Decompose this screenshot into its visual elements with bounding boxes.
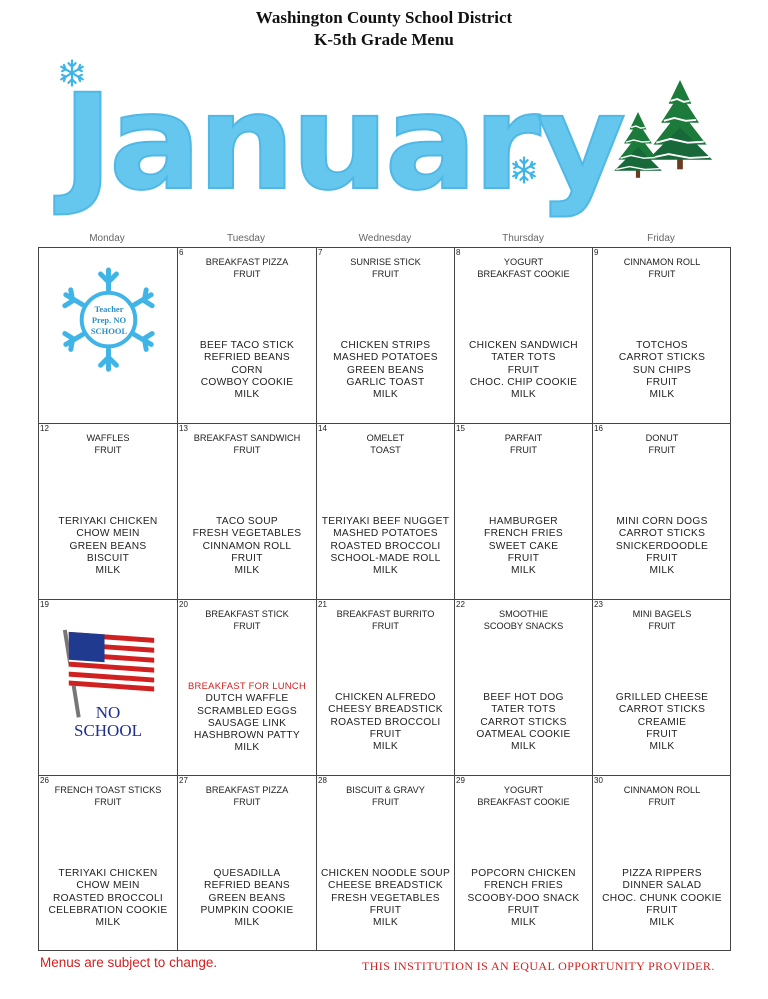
- breakfast-items: [178, 432, 316, 456]
- breakfast-item: FRUIT: [94, 445, 122, 455]
- teacher-prep-label: Teacher Prep. NO SCHOOL: [90, 304, 128, 336]
- lunch-item: MILK: [234, 742, 260, 754]
- date-number: 19: [40, 600, 49, 609]
- day-cell: [455, 600, 593, 776]
- breakfast-item: FRENCH TOAST STICKS: [54, 785, 162, 795]
- date-number: 15: [456, 424, 465, 433]
- lunch-item: TATER TOTS: [491, 704, 556, 716]
- date-number: 21: [318, 600, 327, 609]
- lunch-item: MILK: [649, 389, 675, 401]
- lunch-item: MILK: [95, 565, 121, 577]
- day-cell: [39, 600, 178, 776]
- breakfast-item: BISCUIT & GRAVY: [346, 785, 425, 795]
- lunch-item: TACO SOUP: [216, 516, 278, 527]
- weekday-friday: Friday: [647, 233, 675, 244]
- breakfast-items: [39, 784, 177, 808]
- lunch-item: BEEF HOT DOG: [483, 692, 564, 703]
- lunch-item: CELEBRATION COOKIE: [48, 904, 168, 916]
- date-number: 23: [594, 600, 603, 609]
- equal-opportunity-text: THIS INSTITUTION IS AN EQUAL OPPORTUNITY PROVIDER.: [362, 959, 715, 973]
- breakfast-item: FRUIT: [648, 797, 676, 807]
- breakfast-item: FRUIT: [371, 621, 400, 631]
- lunch-items: [317, 340, 454, 401]
- breakfast-item: OMELET: [366, 433, 405, 443]
- lunch-item: CREAMIE: [637, 716, 687, 728]
- day-cell: [317, 424, 455, 600]
- lunch-item: FRUIT: [369, 728, 402, 740]
- lunch-items: [39, 516, 177, 577]
- date-number: 8: [456, 248, 461, 257]
- lunch-items: [178, 868, 316, 929]
- breakfast-item: FRUIT: [233, 445, 261, 455]
- day-cell: [455, 424, 593, 600]
- date-number: 9: [594, 248, 599, 257]
- breakfast-item: YOGURT: [503, 257, 544, 267]
- breakfast-item: FRUIT: [648, 269, 676, 279]
- breakfast-item: CINNAMON ROLL: [623, 257, 701, 267]
- date-number: 26: [40, 776, 49, 785]
- lunch-item: TOTCHOS: [636, 340, 688, 351]
- date-number: 20: [179, 600, 188, 609]
- lunch-item: MILK: [234, 389, 260, 401]
- lunch-item: MILK: [511, 917, 536, 929]
- breakfast-item: SMOOTHIE: [498, 609, 548, 619]
- lunch-item: TERIYAKI CHICKEN: [58, 868, 158, 879]
- lunch-item: CHOW MEIN: [76, 528, 140, 540]
- lunch-item: CINNAMON ROLL: [202, 540, 292, 552]
- date-number: 7: [318, 248, 323, 257]
- breakfast-item: SCOOBY SNACKS: [483, 621, 564, 631]
- lunch-item: DINNER SALAD: [622, 880, 702, 892]
- day-cell: [39, 248, 178, 424]
- lunch-item: MILK: [234, 917, 260, 929]
- lunch-item: CORN: [231, 364, 263, 376]
- lunch-item: CHOW MEIN: [76, 880, 140, 892]
- lunch-item: MILK: [373, 741, 398, 753]
- breakfast-item: FRUIT: [371, 269, 400, 279]
- lunch-item: FRUIT: [231, 552, 263, 564]
- lunch-item: FRUIT: [369, 904, 402, 916]
- breakfast-items: [455, 608, 592, 632]
- lunch-item: HAMBURGER: [489, 516, 558, 527]
- date-number: 30: [594, 776, 603, 785]
- lunch-item: MILK: [373, 917, 398, 929]
- breakfast-item: WAFFLES: [86, 433, 130, 443]
- lunch-item: FRUIT: [507, 904, 540, 916]
- lunch-items: [593, 340, 731, 401]
- district-title: Washington County School District: [255, 8, 513, 27]
- american-flag-icon: [39, 600, 177, 775]
- breakfast-item: SUNRISE STICK: [350, 257, 421, 267]
- breakfast-item: PARFAIT: [504, 433, 543, 443]
- weekday-wednesday: Wednesday: [358, 233, 412, 244]
- breakfast-item: BREAKFAST STICK: [205, 609, 289, 619]
- breakfast-items: [317, 608, 454, 632]
- date-number: 29: [456, 776, 465, 785]
- lunch-item: MILK: [649, 741, 675, 753]
- weekday-monday: Monday: [89, 233, 125, 244]
- lunch-item: CARROT STICKS: [480, 716, 567, 728]
- lunch-item: SAUSAGE LINK: [207, 717, 287, 729]
- day-cell: [39, 776, 178, 951]
- lunch-item: CARROT STICKS: [618, 528, 706, 540]
- weekday-thursday: Thursday: [502, 233, 544, 244]
- day-cell: [593, 248, 731, 424]
- lunch-items: [178, 516, 316, 577]
- lunch-items: [178, 340, 316, 401]
- lunch-item: CHEESE BREADSTICK: [328, 880, 443, 892]
- lunch-item: FRUIT: [507, 364, 540, 376]
- lunch-item: FRENCH FRIES: [484, 528, 563, 540]
- breakfast-items: [317, 784, 454, 808]
- lunch-item: REFRIED BEANS: [204, 880, 290, 892]
- lunch-item: BEEF TACO STICK: [199, 340, 295, 351]
- special-note: BREAKFAST FOR LUNCH: [187, 680, 307, 691]
- lunch-item: CHEESY BREADSTICK: [328, 704, 443, 716]
- date-number: 28: [318, 776, 327, 785]
- breakfast-items: [39, 432, 177, 456]
- day-cell: [317, 600, 455, 776]
- lunch-items: [455, 868, 592, 929]
- date-number: 14: [318, 424, 327, 433]
- lunch-item: FRESH VEGETABLES: [192, 528, 302, 540]
- lunch-item: FRUIT: [646, 904, 678, 916]
- lunch-item: FRUIT: [646, 728, 678, 740]
- month-title: January: [53, 66, 625, 220]
- breakfast-item: MINI BAGELS: [632, 609, 692, 619]
- breakfast-items: [317, 432, 454, 456]
- breakfast-item: FRUIT: [233, 797, 261, 807]
- breakfast-item: BREAKFAST PIZZA: [205, 257, 289, 267]
- breakfast-item: TOAST: [370, 445, 401, 455]
- lunch-item: CHICKEN SANDWICH: [469, 340, 578, 351]
- breakfast-items: [178, 784, 316, 808]
- lunch-item: GARLIC TOAST: [346, 376, 425, 388]
- menu-calendar-grid: [38, 247, 731, 951]
- breakfast-item: FRUIT: [233, 269, 261, 279]
- menu-subtitle: K-5th Grade Menu: [314, 30, 454, 49]
- day-cell: [178, 600, 317, 776]
- lunch-item: POPCORN CHICKEN: [471, 868, 576, 879]
- lunch-item: QUESADILLA: [213, 868, 281, 879]
- date-number: 27: [179, 776, 188, 785]
- day-cell: [317, 248, 455, 424]
- lunch-item: MILK: [373, 565, 398, 577]
- breakfast-item: BREAKFAST BURRITO: [336, 609, 435, 619]
- lunch-item: OATMEAL COOKIE: [476, 728, 571, 740]
- date-number: 12: [40, 424, 49, 433]
- breakfast-item: BREAKFAST PIZZA: [205, 785, 289, 795]
- breakfast-items: [455, 432, 592, 456]
- weekday-tuesday: Tuesday: [227, 233, 265, 244]
- lunch-item: ROASTED BROCCOLI: [330, 716, 441, 728]
- lunch-items: [455, 692, 592, 753]
- breakfast-item: FRUIT: [233, 621, 261, 631]
- lunch-item: CHICKEN ALFREDO: [335, 692, 436, 703]
- breakfast-item: YOGURT: [503, 785, 544, 795]
- lunch-item: DUTCH WAFFLE: [205, 693, 289, 705]
- lunch-item: GREEN BEANS: [208, 892, 286, 904]
- day-cell: [178, 776, 317, 951]
- lunch-item: HASHBROWN PATTY: [194, 730, 300, 742]
- lunch-item: CARROT STICKS: [618, 352, 706, 364]
- pine-tree-icon: [648, 80, 713, 169]
- lunch-item: GRILLED CHEESE: [615, 692, 709, 703]
- lunch-item: GREEN BEANS: [69, 540, 147, 552]
- lunch-items: [593, 516, 731, 577]
- breakfast-items: [593, 608, 731, 632]
- breakfast-item: FRUIT: [94, 797, 122, 807]
- lunch-item: MILK: [511, 565, 536, 577]
- breakfast-item: FRUIT: [648, 621, 676, 631]
- date-number: 22: [456, 600, 465, 609]
- january-banner: [50, 38, 730, 228]
- day-cell: [178, 248, 317, 424]
- lunch-item: COWBOY COOKIE: [200, 376, 294, 388]
- lunch-item: CARROT STICKS: [618, 704, 706, 716]
- lunch-items: [39, 868, 177, 929]
- lunch-item: CHICKEN NOODLE SOUP: [320, 868, 451, 879]
- lunch-item: TERIYAKI CHICKEN: [58, 516, 158, 527]
- lunch-item: SUN CHIPS: [632, 364, 692, 376]
- breakfast-items: [593, 256, 731, 280]
- lunch-item: FRENCH FRIES: [484, 880, 563, 892]
- lunch-item: REFRIED BEANS: [204, 352, 290, 364]
- day-cell: [178, 424, 317, 600]
- day-cell: [455, 776, 593, 951]
- day-cell: [455, 248, 593, 424]
- no-school-label: SCHOOL: [73, 721, 142, 740]
- day-cell: [593, 600, 731, 776]
- breakfast-items: [178, 608, 316, 632]
- lunch-item: CHOC. CHUNK COOKIE: [602, 892, 722, 904]
- date-number: 13: [179, 424, 188, 433]
- lunch-item: TATER TOTS: [491, 352, 556, 364]
- breakfast-item: BREAKFAST COOKIE: [477, 269, 570, 279]
- lunch-item: FRESH VEGETABLES: [331, 892, 440, 904]
- no-school-label: NO: [95, 703, 121, 722]
- lunch-item: MILK: [649, 917, 675, 929]
- breakfast-item: CINNAMON ROLL: [623, 785, 701, 795]
- lunch-item: SCHOOL-MADE ROLL: [330, 552, 441, 564]
- lunch-item: MINI CORN DOGS: [616, 516, 708, 527]
- lunch-item: CHOC. CHIP COOKIE: [469, 376, 578, 388]
- lunch-item: BISCUIT: [86, 552, 130, 564]
- lunch-item: CHICKEN STRIPS: [340, 340, 431, 351]
- lunch-items: [178, 680, 316, 755]
- lunch-items: [593, 692, 731, 753]
- lunch-item: MASHED POTATOES: [333, 528, 438, 540]
- breakfast-item: FRUIT: [371, 797, 400, 807]
- breakfast-item: BREAKFAST SANDWICH: [193, 433, 301, 443]
- lunch-item: PIZZA RIPPERS: [622, 868, 702, 879]
- day-cell: [593, 424, 731, 600]
- breakfast-items: [593, 432, 731, 456]
- lunch-item: MILK: [95, 917, 121, 929]
- lunch-item: FRUIT: [507, 552, 540, 564]
- breakfast-item: FRUIT: [509, 445, 538, 455]
- lunch-item: MILK: [511, 741, 536, 753]
- breakfast-items: [455, 784, 592, 808]
- lunch-item: FRUIT: [646, 552, 678, 564]
- lunch-item: SNICKERDOODLE: [615, 540, 709, 552]
- disclaimer-text: Menus are subject to change.: [40, 955, 218, 970]
- breakfast-items: [178, 256, 316, 280]
- lunch-item: MILK: [234, 565, 260, 577]
- breakfast-items: [593, 784, 731, 808]
- day-cell: [39, 424, 178, 600]
- lunch-item: MASHED POTATOES: [333, 352, 438, 364]
- lunch-item: SCOOBY-DOO SNACK: [467, 892, 580, 904]
- breakfast-item: BREAKFAST COOKIE: [477, 797, 570, 807]
- lunch-item: SCRAMBLED EGGS: [197, 705, 297, 717]
- lunch-item: TERIYAKI BEEF NUGGET: [321, 516, 450, 527]
- lunch-item: MILK: [373, 389, 398, 401]
- breakfast-item: DONUT: [645, 433, 679, 443]
- lunch-item: ROASTED BROCCOLI: [330, 540, 441, 552]
- breakfast-items: [455, 256, 592, 280]
- lunch-items: [455, 340, 592, 401]
- lunch-item: FRUIT: [646, 376, 678, 388]
- lunch-items: [455, 516, 592, 577]
- day-cell: [317, 776, 455, 951]
- lunch-item: ROASTED BROCCOLI: [52, 892, 164, 904]
- date-number: 6: [179, 248, 184, 257]
- lunch-item: PUMPKIN COOKIE: [200, 904, 294, 916]
- day-cell: [593, 776, 731, 951]
- lunch-item: MILK: [649, 565, 675, 577]
- lunch-items: [317, 868, 454, 929]
- breakfast-items: [317, 256, 454, 280]
- lunch-item: GREEN BEANS: [347, 364, 424, 376]
- lunch-items: [317, 516, 454, 577]
- lunch-item: MILK: [511, 389, 536, 401]
- date-number: 16: [594, 424, 603, 433]
- breakfast-item: FRUIT: [648, 445, 676, 455]
- lunch-items: [593, 868, 731, 929]
- lunch-item: SWEET CAKE: [488, 540, 559, 552]
- lunch-items: [317, 692, 454, 753]
